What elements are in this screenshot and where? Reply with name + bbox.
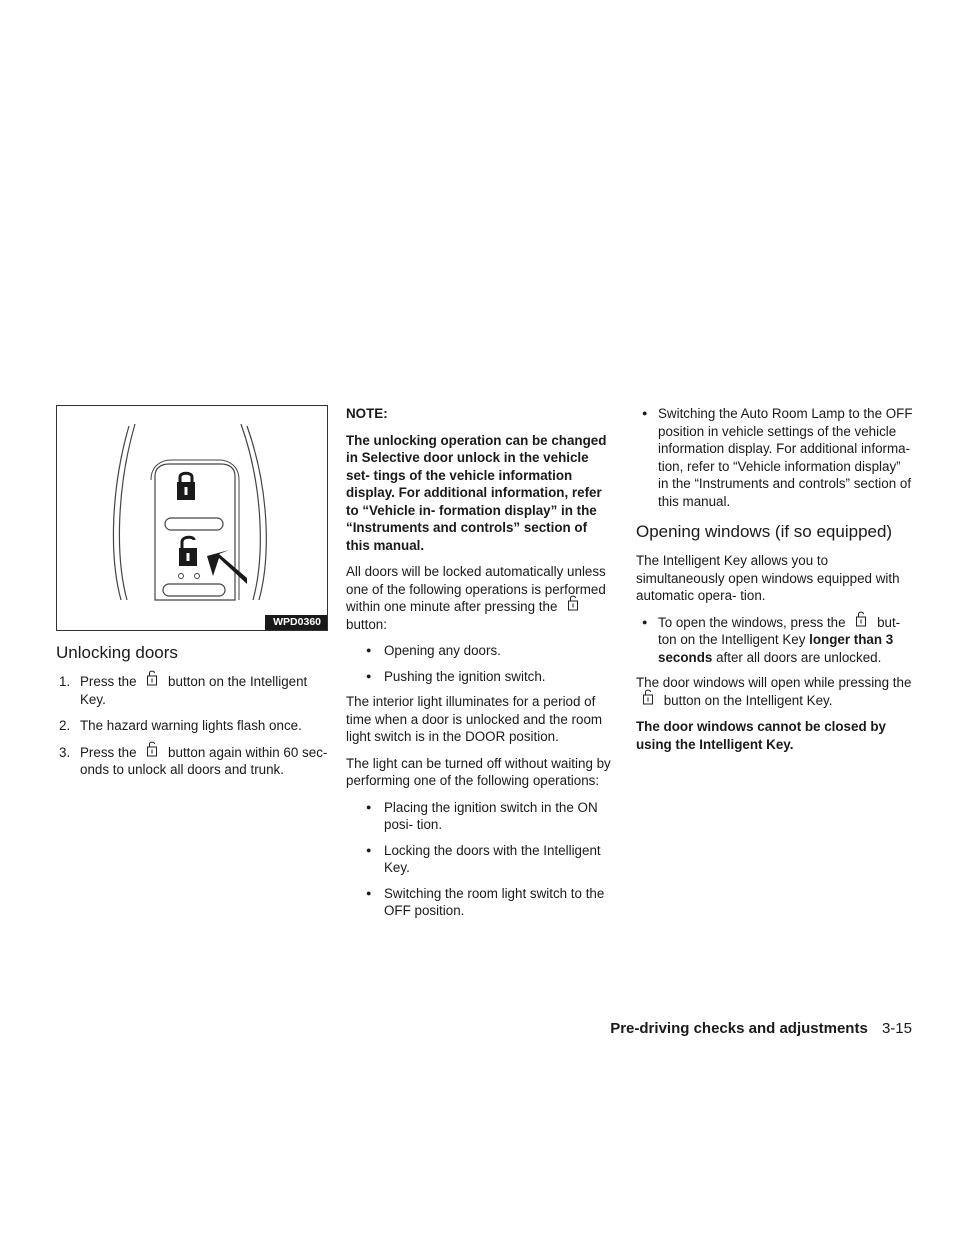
unlock-button-icon — [140, 744, 164, 760]
auto-lock-text: All doors will be locked automatically unless one of the following operations is performed within one minute after pressing the button: — [346, 564, 606, 632]
list-item: ● Pushing the ignition switch. — [346, 668, 614, 686]
unlock-button-icon — [636, 692, 660, 708]
page-number: 3-15 — [881, 1020, 912, 1037]
footer-section: Pre-driving checks and adjustments — [610, 1020, 868, 1037]
step-1: 1. Press the button on the Intelligent Key. — [56, 673, 328, 708]
windows-warning: The door windows cannot be closed by using the Intelligent Key. — [636, 719, 886, 752]
list-item: ● Placing the ignition switch in the ON posi- tion. — [346, 799, 614, 834]
list-item: ● Opening any doors. — [346, 642, 614, 660]
intelligent-key-figure — [56, 405, 328, 631]
right-column — [636, 405, 914, 762]
arrow-icon — [207, 550, 247, 584]
figure-label: WPD0360 — [265, 615, 327, 630]
middle-column — [346, 405, 614, 928]
step-2: 2. The hazard warning lights flash once. — [59, 718, 302, 733]
windows-intro: The Intelligent Key allows you to simultaneously open windows equipped with automatic opera- tion. — [636, 553, 900, 603]
unlock-button-icon — [849, 614, 873, 630]
note-heading: NOTE: — [346, 406, 388, 421]
unlock-button-icon — [140, 673, 164, 689]
page-footer — [610, 1020, 912, 1037]
turn-off-list-continued — [636, 405, 914, 510]
left-column — [56, 405, 328, 788]
windows-open-text: The door windows will open while pressing the button on the Intelligent Key. — [636, 675, 912, 708]
list-item: ● To open the windows, press the but- ton on the Intelligent Key longer than 3 seconds after all doors are unlocked. — [636, 614, 914, 667]
note-text: The unlocking operation can be changed in Selective door unlock in the vehicle set- tings of the vehicle information display. For additional information, refer to “Vehicle in- formation display” in the “Instruments and controls” section of this manual. — [346, 432, 607, 553]
unlocking-steps — [56, 673, 328, 779]
windows-heading: Opening windows (if so equipped) — [636, 522, 893, 541]
windows-list — [636, 614, 914, 667]
turn-off-intro: The light can be turned off without waiting by performing one of the following operations: — [346, 755, 611, 788]
interior-light-text: The interior light illuminates for a period of time when a door is unlocked and the room light switch is in the DOOR position. — [346, 694, 603, 744]
unlock-button-icon — [561, 598, 585, 614]
intelligent-key-illustration — [57, 406, 328, 631]
auto-lock-list — [346, 642, 614, 685]
turn-off-list — [346, 799, 614, 920]
list-item: ● Switching the Auto Room Lamp to the OFF position in vehicle settings of the vehicle information display. For additional informa- tion, refer to “Vehicle information display” in the “Instruments and controls” section of this manual. — [636, 405, 914, 510]
unlocking-heading: Unlocking doors — [56, 643, 178, 662]
step-3: 3. Press the button again within 60 sec- onds to unlock all doors and trunk. — [56, 744, 328, 779]
list-item: ● Switching the room light switch to the OFF position. — [346, 885, 614, 920]
list-item: ● Locking the doors with the Intelligent Key. — [346, 842, 614, 877]
